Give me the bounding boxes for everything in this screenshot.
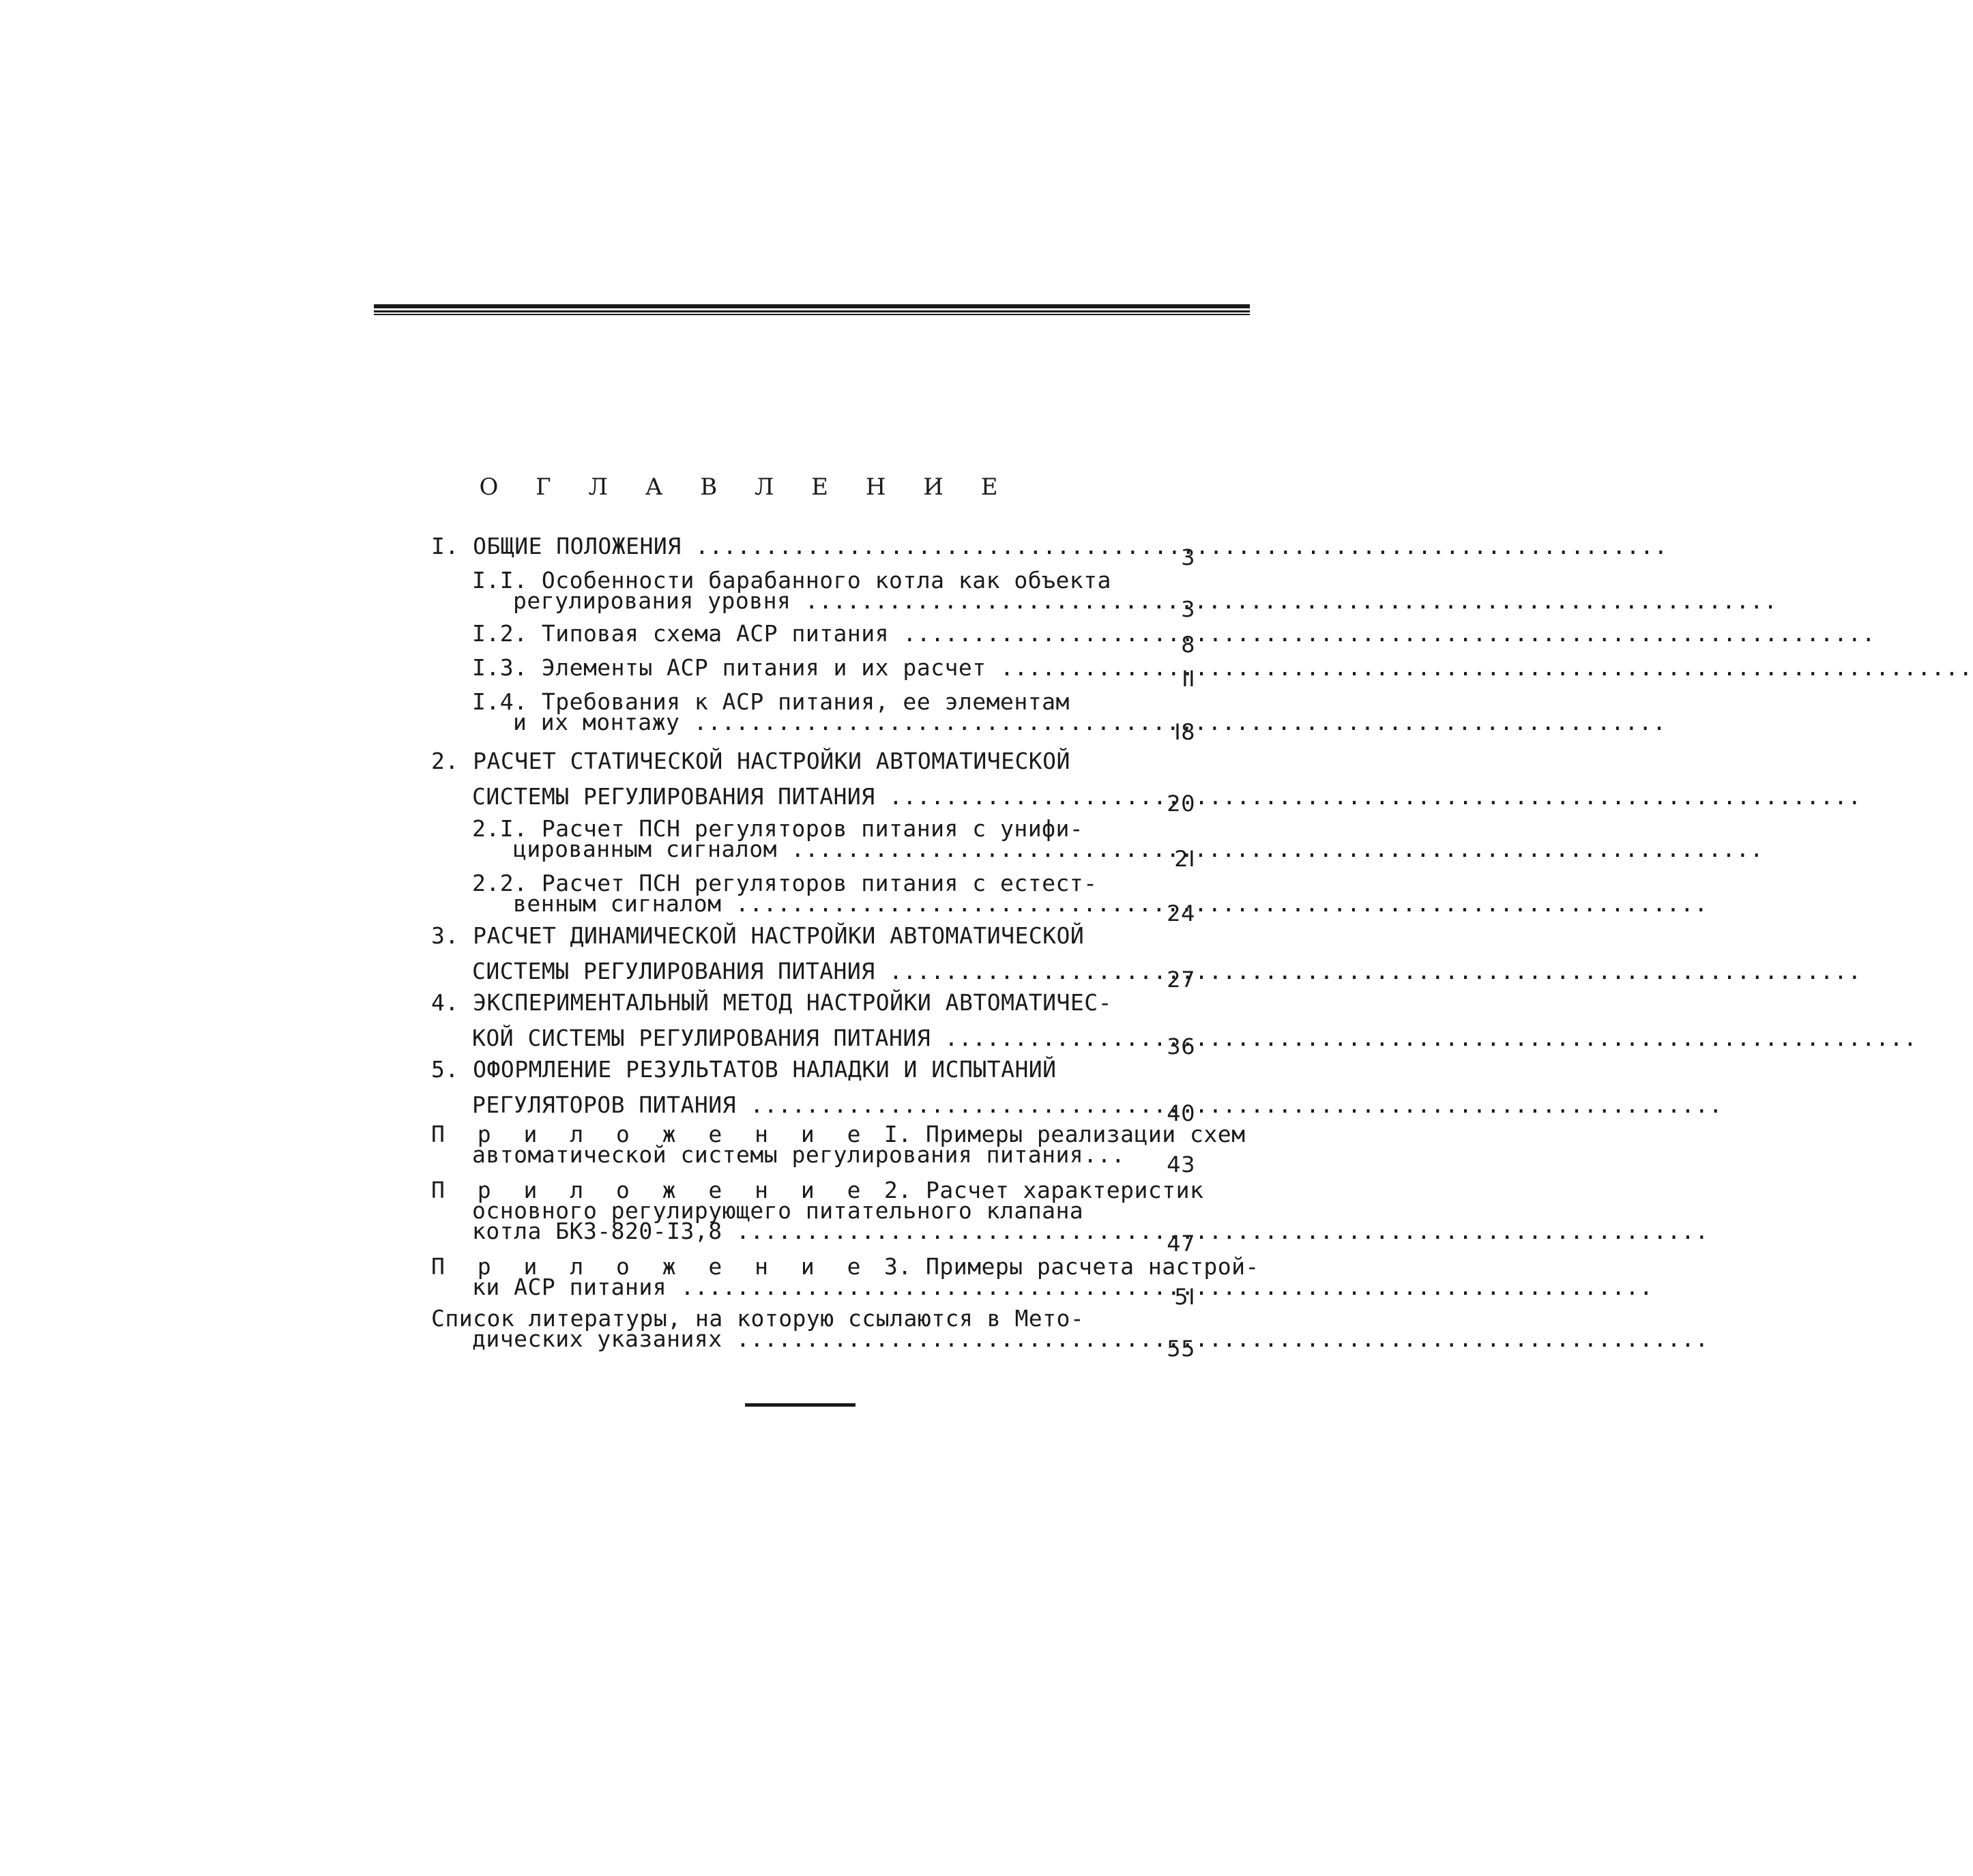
page-title: О Г Л А В Л Е Н И Е bbox=[479, 473, 1013, 501]
toc-entry-title: 2.2. Расчет ПСН регуляторов питания с естест- bbox=[472, 870, 1098, 896]
toc-entry-title-cont: цированным сигналом ..... bbox=[472, 839, 1107, 860]
toc-page-number: 40 bbox=[1167, 1100, 1195, 1126]
appendix-label: П р и л о ж е н и е bbox=[431, 1177, 871, 1203]
toc-entry-title: 3. РАСЧЕТ ДИНАМИЧЕСКОЙ НАСТРОЙКИ АВТОМАТИЧЕСКОЙ bbox=[431, 922, 1085, 949]
toc-appendix-3[interactable] bbox=[431, 1253, 1259, 1310]
toc-entry-title-cont: СИСТЕМЫ РЕГУЛИРОВАНИЯ ПИТАНИЯ ..... bbox=[431, 779, 1107, 815]
toc-entry-2-2[interactable] bbox=[472, 870, 1195, 926]
toc-entry-title-cont: СИСТЕМЫ РЕГУЛИРОВАНИЯ ПИТАНИЯ ..... bbox=[431, 954, 1107, 989]
toc-entry-title: 4. ЭКСПЕРИМЕНТАЛЬНЫЙ МЕТОД НАСТРОЙКИ АВТОМАТИЧЕС- bbox=[431, 989, 1113, 1016]
toc-entry-5[interactable] bbox=[431, 1052, 1195, 1126]
toc-entry-1-4[interactable] bbox=[472, 688, 1195, 745]
appendix-label: П р и л о ж е н и е bbox=[431, 1121, 871, 1147]
bottom-rule bbox=[745, 1403, 856, 1407]
toc-entry-title: Список литературы, на которую ссылаются в Мето- bbox=[431, 1305, 1085, 1332]
toc-entry-3[interactable] bbox=[431, 918, 1195, 993]
toc-entry-1[interactable] bbox=[431, 533, 1195, 570]
toc-page-number: 2I bbox=[1174, 846, 1195, 872]
toc-entry-title-cont: автоматической системы регулирования питания... bbox=[472, 1141, 1126, 1168]
toc-page-number: 5I bbox=[1174, 1284, 1195, 1310]
toc-entry-title-cont: и их монтажу ..... bbox=[472, 712, 1107, 733]
toc-entry-1-2[interactable] bbox=[472, 620, 1195, 658]
toc-entry-title-cont: основного регулирующего питательного клапана bbox=[472, 1197, 1084, 1224]
toc-page-number: 43 bbox=[1167, 1152, 1195, 1177]
toc-entry-title-cont: котла БКЗ-820-I3,8 ..... bbox=[431, 1221, 1107, 1242]
top-double-rule bbox=[374, 304, 1250, 317]
toc-entry-title-cont: ки АСР питания ..... bbox=[431, 1277, 1107, 1298]
toc-entry-title: I.4. Требования к АСР питания, ее элементам bbox=[472, 688, 1070, 715]
toc-page-number: I8 bbox=[1174, 719, 1195, 745]
toc-entry-title-cont: венным сигналом ..... bbox=[472, 894, 1107, 914]
appendix-title: I. Примеры реализации схем bbox=[883, 1121, 1246, 1147]
toc-entry-title-cont: КОЙ СИСТЕМЫ РЕГУЛИРОВАНИЯ ПИТАНИЯ ..... bbox=[431, 1021, 1107, 1056]
toc-entry-1-1[interactable] bbox=[472, 567, 1195, 622]
appendix-title: 2. Расчет характеристик bbox=[883, 1177, 1204, 1203]
toc-entry-title: I.2. Типовая схема АСР питания ..... bbox=[472, 624, 1107, 644]
toc-entry-1-3[interactable] bbox=[472, 654, 1195, 692]
toc-page-number: 20 bbox=[1167, 791, 1195, 817]
toc-entry-4[interactable] bbox=[431, 985, 1195, 1059]
toc-page-number: 27 bbox=[1167, 967, 1195, 993]
toc-entry-title: 2. РАСЧЕТ СТАТИЧЕСКОЙ НАСТРОЙКИ АВТОМАТИЧЕСКОЙ bbox=[431, 748, 1070, 774]
appendix-title: 3. Примеры расчета настрой- bbox=[883, 1253, 1259, 1280]
toc-page-number: 55 bbox=[1167, 1336, 1195, 1362]
toc-page-number: 36 bbox=[1167, 1034, 1195, 1059]
toc-entry-title-cont: РЕГУЛЯТОРОВ ПИТАНИЯ ..... bbox=[431, 1087, 1107, 1123]
toc-entry-title: I. ОБЩИЕ ПОЛОЖЕНИЯ ..... bbox=[431, 536, 1107, 557]
toc-entry-2-1[interactable] bbox=[472, 815, 1195, 872]
toc-appendix-2[interactable] bbox=[431, 1177, 1204, 1257]
toc-page-number: 8 bbox=[1181, 632, 1195, 658]
toc-references[interactable] bbox=[431, 1305, 1195, 1362]
toc-entry-2[interactable] bbox=[431, 744, 1195, 815]
toc-entry-title: I.I. Особенности барабанного котла как объекта bbox=[472, 567, 1111, 593]
toc-page-number: 3 bbox=[1181, 596, 1195, 622]
toc-page-number: 3 bbox=[1181, 544, 1195, 570]
appendix-label: П р и л о ж е н и е bbox=[431, 1253, 871, 1280]
toc-appendix-1[interactable] bbox=[431, 1121, 1246, 1177]
toc-entry-title: I.3. Элементы АСР питания и их расчет ..... bbox=[472, 658, 1107, 678]
toc-page-number: 24 bbox=[1167, 900, 1195, 926]
toc-entry-title-cont: дических указаниях ..... bbox=[431, 1329, 1107, 1349]
toc-page-number: 47 bbox=[1167, 1231, 1195, 1257]
toc-page-number: II bbox=[1182, 666, 1195, 692]
toc-entry-title-cont: регулирования уровня ..... bbox=[472, 591, 1107, 611]
toc-entry-title: 2.I. Расчет ПСН регуляторов питания с унифи- bbox=[472, 815, 1084, 842]
toc-entry-title: 5. ОФОРМЛЕНИЕ РЕЗУЛЬТАТОВ НАЛАДКИ И ИСПЫТАНИЙ bbox=[431, 1056, 1057, 1083]
